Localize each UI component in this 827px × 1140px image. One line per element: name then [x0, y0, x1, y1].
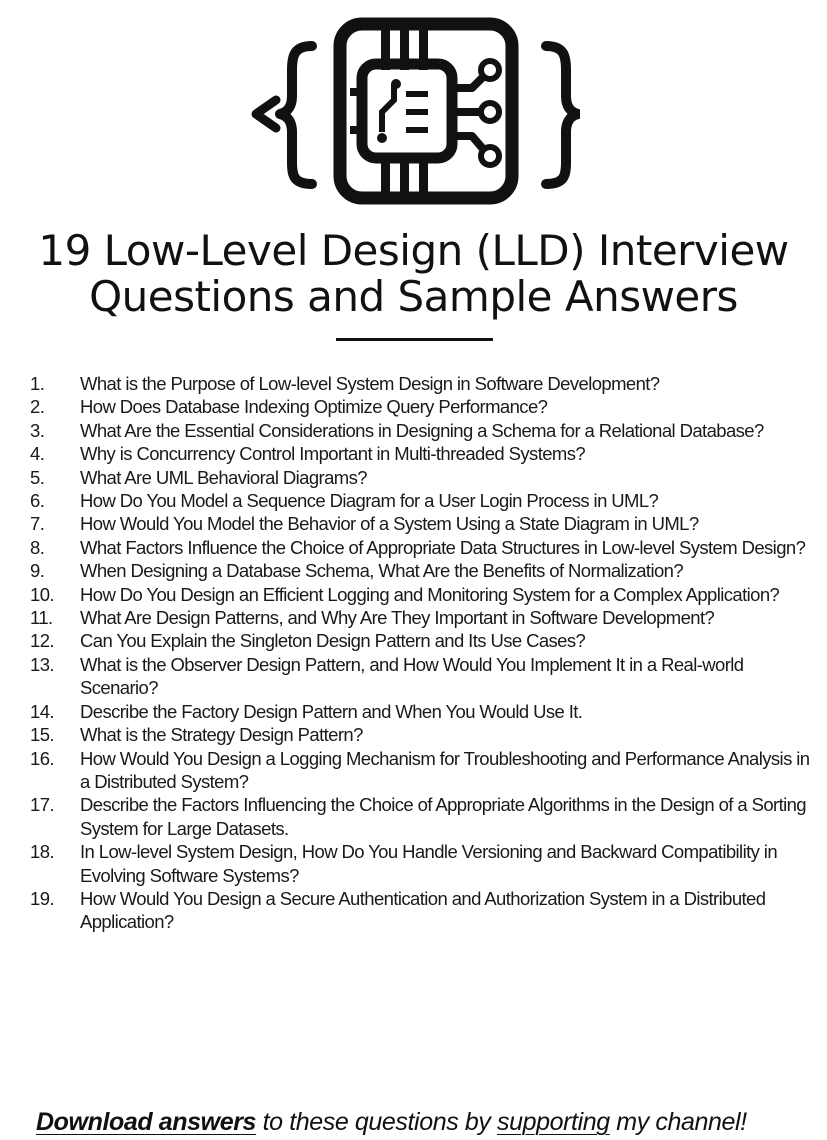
item-number: 2. — [30, 396, 45, 418]
list-item — [30, 793, 810, 840]
item-text: What is the Strategy Design Pattern? — [80, 724, 363, 746]
list-item — [30, 512, 810, 535]
item-number: 13. — [30, 653, 54, 675]
item-number: 17. — [30, 794, 54, 816]
item-number: 16. — [30, 747, 54, 769]
item-text: Describe the Factors Influencing the Choice of Appropriate Algorithms in the Design of a Sorting System for Large Datasets. — [80, 794, 806, 839]
list-item — [30, 606, 810, 629]
item-text: How Does Database Indexing Optimize Query Performance? — [80, 396, 548, 418]
list-item — [30, 840, 810, 887]
item-number: 19. — [30, 887, 54, 909]
supporting-link[interactable]: supporting — [497, 1108, 610, 1136]
item-number: 11. — [30, 607, 53, 629]
item-text: What Are UML Behavioral Diagrams? — [80, 466, 367, 488]
page-title — [0, 228, 827, 320]
list-item — [30, 747, 810, 794]
item-text: How Would You Design a Secure Authentication and Authorization System in a Distributed Application? — [80, 887, 766, 933]
download-answers-link[interactable]: Download answers — [36, 1108, 257, 1136]
list-item — [30, 723, 810, 746]
item-text: Why is Concurrency Control Important in Multi-threaded Systems? — [80, 443, 586, 465]
list-item — [30, 536, 810, 559]
item-number: 7. — [30, 513, 45, 535]
item-text: Can You Explain the Singleton Design Pattern and Its Use Cases? — [80, 630, 586, 652]
list-item — [30, 559, 810, 582]
cta-middle-text: to these questions by — [256, 1108, 498, 1136]
list-item — [30, 629, 810, 652]
item-text: When Designing a Database Schema, What Are the Benefits of Normalization? — [80, 560, 684, 582]
item-number: 8. — [30, 536, 45, 558]
title-line-1: 19 Low-Level Design (LLD) Interview — [38, 226, 789, 275]
question-list — [30, 372, 810, 934]
item-number: 14. — [30, 700, 54, 722]
item-text: Describe the Factory Design Pattern and When You Would Use It. — [80, 700, 583, 722]
item-text: In Low-level System Design, How Do You Handle Versioning and Backward Compatibility in Evolving Software Systems? — [80, 841, 778, 886]
list-item — [30, 466, 810, 489]
item-text: What is the Observer Design Pattern, and How Would You Implement It in a Real-world Scenario? — [80, 653, 744, 699]
item-number: 1. — [30, 373, 45, 394]
item-text: How Would You Model the Behavior of a System Using a State Diagram in UML? — [80, 513, 699, 535]
code-chip-icon — [246, 14, 580, 206]
item-number: 12. — [30, 630, 54, 652]
title-divider — [336, 338, 493, 341]
list-item — [30, 395, 810, 418]
item-text: How Do You Model a Sequence Diagram for a User Login Process in UML? — [80, 490, 659, 512]
item-text: How Do You Design an Efficient Logging and Monitoring System for a Complex Application? — [80, 583, 780, 605]
list-item — [30, 700, 810, 723]
list-item — [30, 419, 810, 442]
call-to-action — [36, 1105, 816, 1139]
item-number: 4. — [30, 443, 45, 465]
list-item — [30, 442, 810, 465]
item-number: 5. — [30, 466, 45, 488]
item-number: 18. — [30, 841, 54, 863]
item-number: 15. — [30, 724, 54, 746]
list-item — [30, 583, 810, 606]
item-number: 10. — [30, 583, 54, 605]
item-text: What Are Design Patterns, and Why Are They Important in Software Development? — [80, 607, 715, 629]
list-item — [30, 887, 810, 934]
item-text: What Factors Influence the Choice of Appropriate Data Structures in Low-level System Design? — [80, 536, 806, 558]
list-item — [30, 372, 810, 395]
item-text: What is the Purpose of Low-level System Design in Software Development? — [80, 373, 660, 394]
item-text: What Are the Essential Considerations in Designing a Schema for a Relational Database? — [80, 419, 764, 441]
item-number: 6. — [30, 490, 45, 512]
cta-end-text: my channel! — [609, 1108, 747, 1136]
list-item — [30, 489, 810, 512]
item-number: 3. — [30, 419, 45, 441]
item-number: 9. — [30, 560, 45, 582]
item-text: How Would You Design a Logging Mechanism for Troubleshooting and Performance Analysis in a Distributed System? — [80, 747, 810, 792]
title-line-2: Questions and Sample Answers — [89, 272, 738, 321]
list-item — [30, 653, 810, 700]
